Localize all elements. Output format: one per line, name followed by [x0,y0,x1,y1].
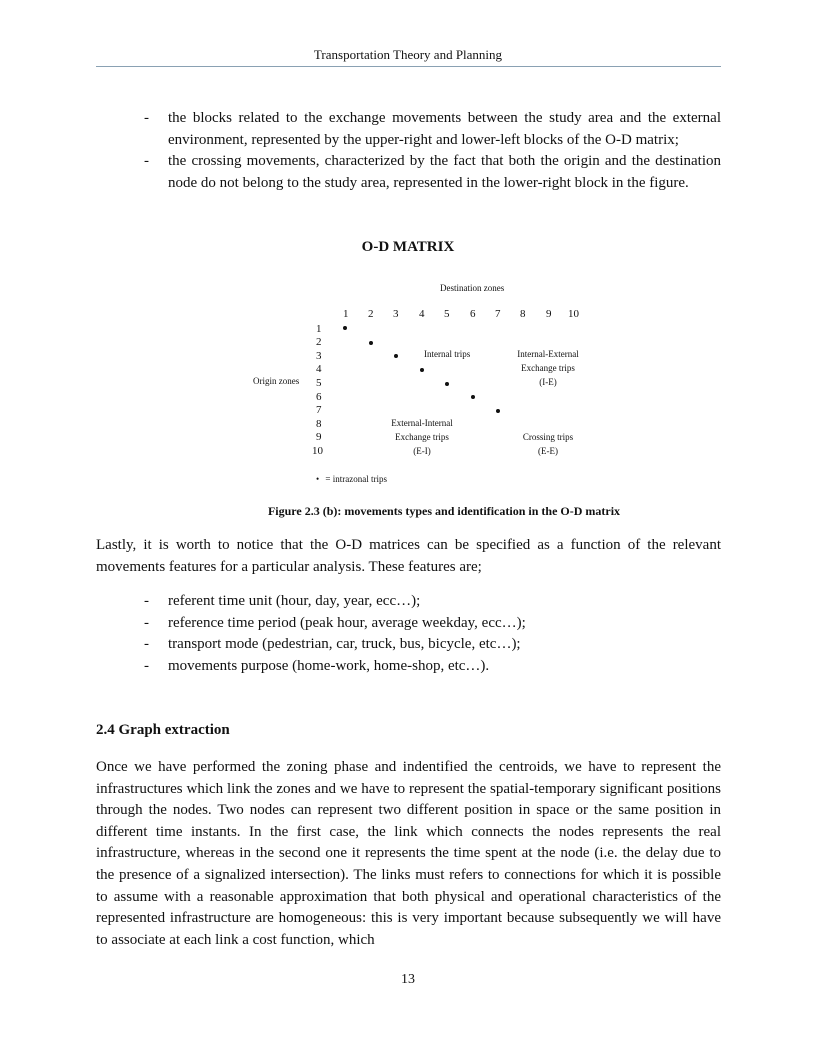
list-item [96,613,721,635]
block-label-line: (E-E) [538,446,558,456]
row-number: 10 [312,445,323,457]
exchange-movements-list [96,108,721,194]
row-number: 3 [316,350,322,362]
list-dash: - [144,614,149,631]
list-item-text: transport mode (pedestrian, car, truck, bus, bicycle, etc…); [168,636,521,653]
destination-zones-label: Destination zones [440,283,505,293]
column-number: 7 [495,308,501,320]
block-label-line: (I-E) [539,377,557,387]
page-number: 13 [401,972,415,987]
list-item [96,634,721,656]
internal-trips-label: Internal trips [424,349,471,359]
row-number: 1 [316,323,322,335]
list-item [96,656,721,678]
column-number: 3 [393,308,399,320]
intrazonal-dot [394,354,398,358]
column-number: 1 [343,308,349,320]
column-number: 6 [470,308,476,320]
block-label-line: Crossing trips [522,432,574,442]
row-number: 6 [316,391,322,403]
block-label-line: (E-I) [413,446,431,456]
intrazonal-dot [343,326,347,330]
figure-title: O-D MATRIX [361,239,455,255]
list-dash: - [144,110,149,126]
block-label-line: Exchange trips [395,432,449,442]
header-rule [96,66,721,67]
body-paragraph: Lastly, it is worth to notice that the O-D matrices can be specified as a function of the relevant movements features for a particular analysis. These features are; [96,537,721,575]
list-dash: - [144,153,149,170]
intrazonal-dot [471,395,475,399]
block-label-line: Exchange trips [521,363,575,373]
od-features-list [96,591,721,677]
list-item [96,108,721,151]
list-item [96,151,721,194]
row-number: 9 [316,431,322,443]
intrazonal-dot [496,409,500,413]
column-number: 10 [568,308,579,320]
origin-zones-label: Origin zones [253,376,300,386]
body-paragraph: Once we have performed the zoning phase and indentified the centroids, we have to represent the infrastructures which link the zones and we have to represent the spatial-temporary significant positions through the nodes. Two nodes can represent two different position in space or the same position in different time instants. In the first case, the link which connects the nodes represents the real infrastructure, whereas in the second one it represents the time spent at the node (i.e. the delay due to the presence of a signalized intersection). The links must refers to connections for which it is possible to assume with a reasonable approximation that both physical and operational characteristics of the represented infrastructure are homogeneous: this is very important because subsequently we will have to associate at each link a cost function, which [96,759,721,948]
row-number: 8 [316,418,322,430]
internal-external-block-label [508,349,588,388]
intrazonal-dot [445,382,449,386]
list-dash: - [144,657,149,674]
legend-text: = intrazonal trips [325,474,387,484]
intrazonal-dot [369,341,373,345]
list-dash: - [144,636,149,653]
list-item-text: the crossing movements, characterized by the fact that both the origin and the destination node do not belong to the study area, represented in the lower-right block in the figure. [168,153,721,191]
list-item-text: movements purpose (home-work, home-shop, etc…). [168,657,490,674]
legend [316,474,387,485]
list-item-text: referent time unit (hour, day, year, ecc…); [168,593,421,609]
row-number: 4 [316,363,322,375]
section-heading: 2.4 Graph extraction [96,722,230,738]
crossing-block-label [508,432,588,457]
row-number: 5 [316,377,322,389]
block-label-line: External-Internal [391,418,453,428]
list-item [96,591,721,613]
row-number: 2 [316,336,322,348]
column-number: 2 [368,308,374,320]
block-label-line: Internal-External [517,349,579,359]
figure-caption: Figure 2.3 (b): movements types and identification in the O-D matrix [267,504,621,518]
list-dash: - [144,593,149,609]
column-number: 5 [444,308,450,320]
running-header: Transportation Theory and Planning [313,47,503,62]
list-item-text: the blocks related to the exchange movements between the study area and the external environment, represented by the upper-right and lower-left blocks of the O-D matrix; [168,110,721,148]
list-item-text: reference time period (peak hour, average weekday, ecc…); [168,614,526,631]
external-internal-block-label [382,418,462,457]
column-number: 4 [419,308,425,320]
legend-dot-icon: • [316,474,320,484]
row-number: 7 [316,404,322,416]
column-number: 9 [546,308,552,320]
intrazonal-dot [420,368,424,372]
column-number: 8 [520,308,526,320]
